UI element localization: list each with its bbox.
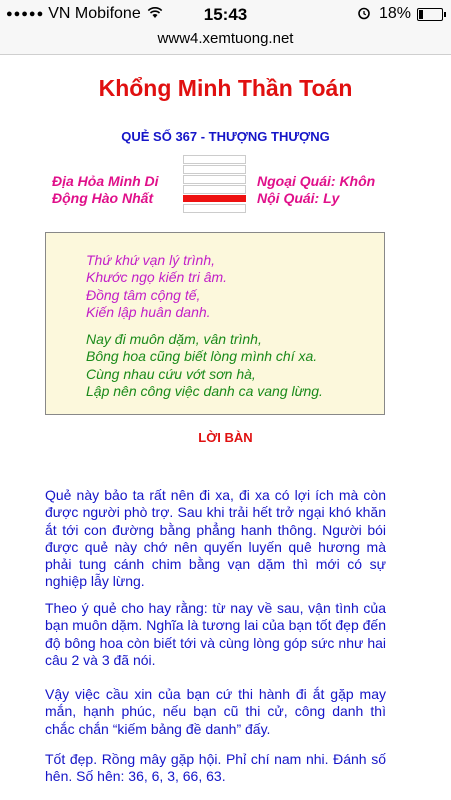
outer-trigram: Ngoại Quái: Khôn: [257, 173, 376, 189]
status-bar: [0, 0, 451, 28]
poem-line: Nay đi muôn dặm, vân trình,: [86, 331, 262, 347]
hexagram-name: Địa Hỏa Minh Di: [52, 173, 159, 189]
carrier-name: VN Mobifone: [48, 5, 141, 22]
clock: 15:43: [203, 5, 248, 24]
battery-percent: 18%: [378, 5, 411, 22]
battery-icon: [417, 8, 443, 21]
commentary-paragraph: Theo ý quẻ cho hay rằng: từ nay về sau, vận tình của bạn muôn dặm. Nghĩa là tương lai của bạn tốt đẹp đến độ bông hoa còn biết tới và cùng lòng góp sức như hai câu 2 và 3 đã nói.: [45, 600, 386, 668]
hexagram-line: [183, 155, 246, 164]
poem-line: Bông hoa cũng biết lòng mình chí xa.: [86, 348, 318, 365]
hexagram-line: [183, 175, 246, 184]
battery-tip: [444, 12, 446, 17]
battery-fill: [419, 10, 423, 19]
commentary-paragraph: Quẻ này bảo ta rất nên đi xa, đi xa có lợi ích mà còn được người phò trợ. Sau khi trải hết trở ngại khó khăn ắt tới con đường bằng phẳng hanh thông. Người bói được quẻ này chớ nên quyến luyến quê hương mà phải tung cánh chim bằng vạn dặm thì mới có sự nghiệp lẫy lừng.: [45, 487, 386, 590]
hexagram-line: [183, 165, 246, 174]
status-right: [357, 5, 443, 23]
commentary-paragraph: Tốt đẹp. Rồng mây gặp hội. Phỉ chí nam nhi. Đánh số hên. Số hên: 36, 6, 3, 66, 63.: [45, 751, 386, 785]
moving-line-label: Động Hào Nhất: [52, 190, 154, 206]
poem-original: [86, 252, 227, 321]
poem-translation: [86, 331, 323, 400]
section-title: LỜI BÀN: [198, 430, 253, 445]
poem-line: Cùng nhau cứu vớt sơn hà,: [86, 365, 256, 382]
hexagram-number: QUẺ SỐ 367 - THƯỢNG THƯỢNG: [121, 129, 330, 144]
poem-line: Lập nên công việc danh ca vang lừng.: [86, 382, 323, 399]
url-bar[interactable]: [0, 28, 451, 55]
hexagram-line: [183, 185, 246, 194]
poem-line: Kiến lập huân danh.: [86, 303, 211, 320]
page-title: Khổng Minh Thần Toán: [98, 75, 353, 101]
poem-line: Thứ khứ vạn lý trình,: [86, 252, 216, 268]
inner-trigram: Nội Quái: Ly: [257, 190, 340, 206]
hexagram-moving-line: [183, 195, 246, 202]
hexagram-name-block: [52, 173, 159, 207]
hexagram-line: [183, 204, 246, 213]
url-text[interactable]: www4.xemtuong.net: [157, 30, 294, 47]
hexagram-figure: [183, 155, 246, 214]
poem-line: Khước ngọ kiến tri âm.: [86, 269, 228, 286]
trigram-block: [257, 173, 375, 207]
alarm-icon: [357, 6, 371, 23]
commentary-paragraph: Vậy việc cầu xin của bạn cứ thi hành đi ắt gặp may mắn, hạnh phúc, nếu bạn cũ thi cử, công danh thì chắc chắn “kiếm bảng đề danh” đấy.: [45, 686, 386, 737]
poem-line: Đồng tâm cộng tế,: [86, 286, 201, 303]
signal-icon: ●●●●●: [6, 8, 45, 20]
poem-box: [45, 232, 385, 415]
